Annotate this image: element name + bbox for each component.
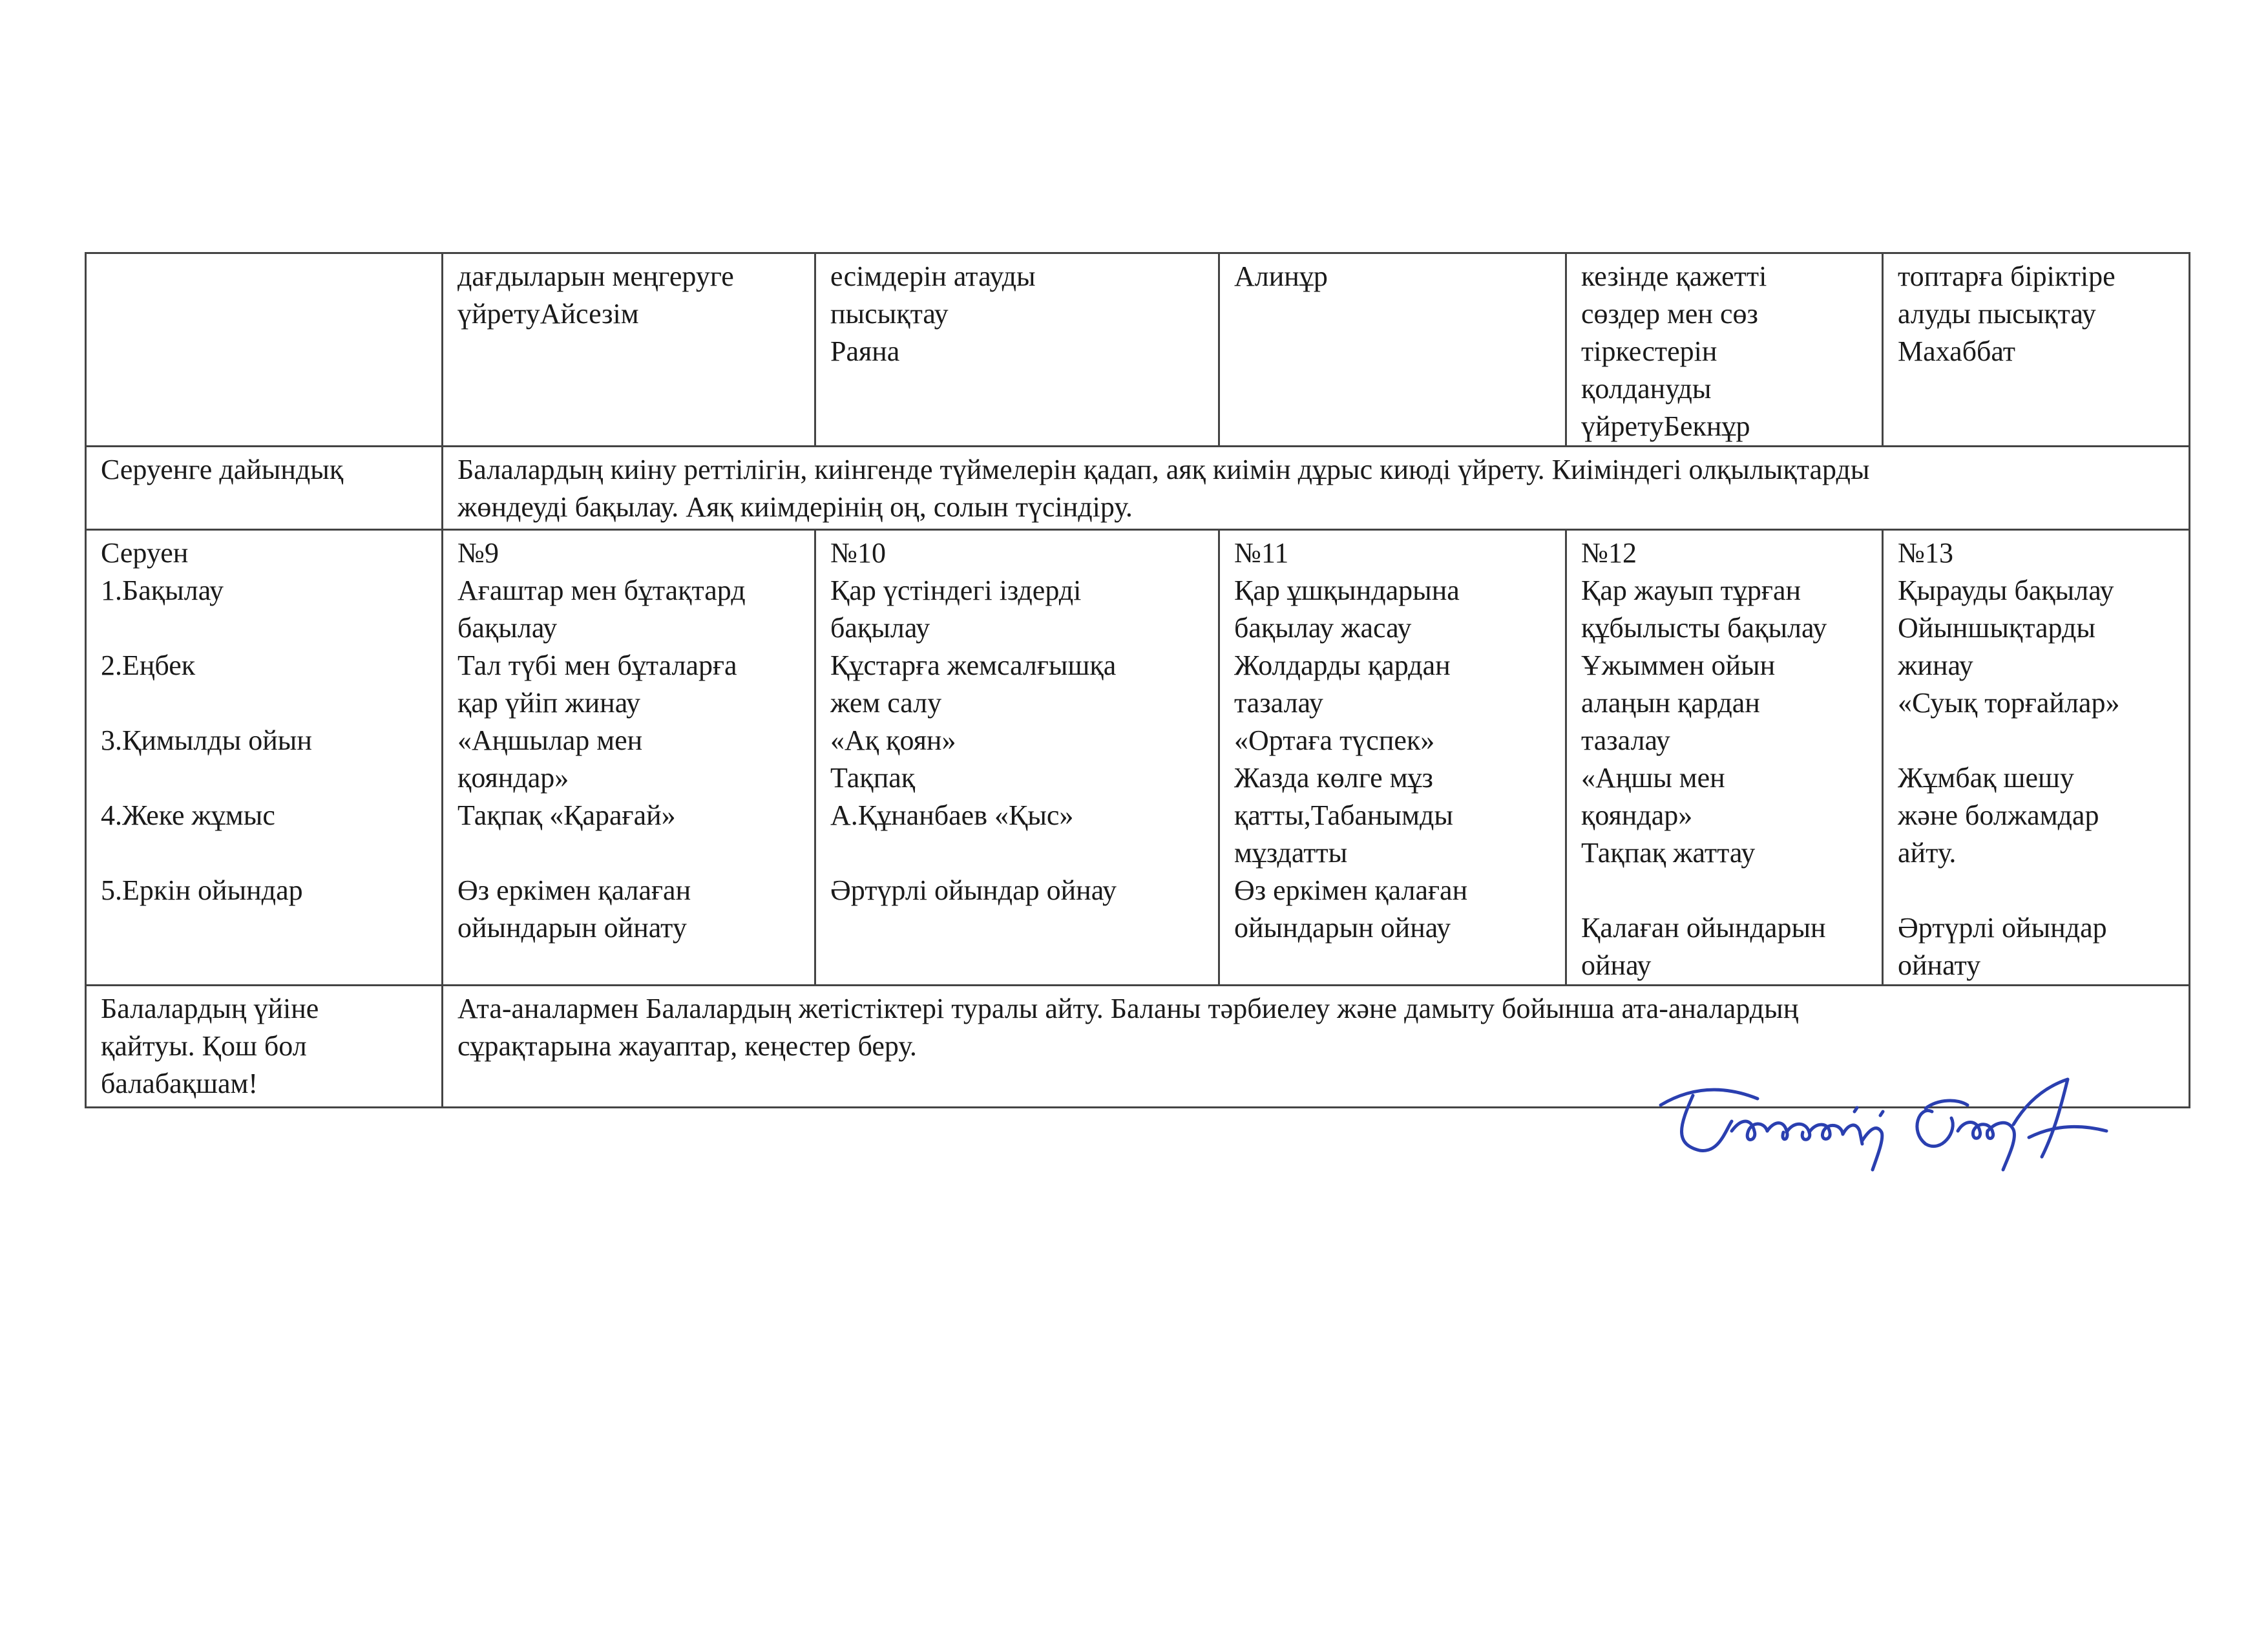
table-cell: Алинұр — [1219, 253, 1566, 447]
table-row-continuation — [86, 253, 2190, 447]
handwritten-signature — [1654, 1060, 2158, 1176]
table-cell: кезінде қажетті сөздер мен сөз тіркестерін қолдануды үйретуБекнұр — [1566, 253, 1883, 447]
table-row-walk-prep — [86, 447, 2190, 530]
table-cell: дағдыларын меңгеруге үйретуАйсезім — [443, 253, 815, 447]
merged-text-cell: Балалардың киіну реттілігін, киінгенде түймелерін қадап, аяқ киімін дұрыс киюді үйрету. Киіміндегі олқылықтарды жөндеуді бақылау. Аяқ киімдерінің оң, солын түсіндіру. — [443, 447, 2190, 530]
table-cell: топтарға біріктіре алуды пысықтау Махаббат — [1883, 253, 2190, 447]
table-cell: №13 Қырауды бақылау Ойыншықтарды жинау «Суық торғайлар» Жұмбақ шешу және болжамдар айту. Әртүрлі ойындар ойнату — [1883, 530, 2190, 986]
row-label-cell: Балалардың үйіне қайтуы. Қош бол балабақшам! — [86, 986, 443, 1108]
daily-plan-table — [85, 252, 2190, 1108]
table-cell: №11 Қар ұшқындарына бақылау жасау Жолдарды қардан тазалау «Ортаға түспек» Жазда көлге мұз қатты,Табанымды мұздатты Өз еркімен қалаған ойындарын ойнау — [1219, 530, 1566, 986]
merged-text-cell: Ата-аналармен Балалардың жетістіктері туралы айту. Баланы тәрбиелеу және дамыту бойынша ата-аналардың сұрақтарына жауаптар, кеңестер беру. — [443, 986, 2190, 1108]
table-cell: №12 Қар жауып тұрған құбылысты бақылау Ұжыммен ойын алаңын қардан тазалау «Аңшы мен қояндар» Тақпақ жаттау Қалаған ойындарын ойнау — [1566, 530, 1883, 986]
table-cell: есімдерін атауды пысықтау Раяна — [815, 253, 1219, 447]
row-label-cell: Серуен 1.Бақылау 2.Еңбек 3.Қимылды ойын 4.Жеке жұмыс 5.Еркін ойындар — [86, 530, 443, 986]
row-label-cell — [86, 253, 443, 447]
row-label-cell: Серуенге дайындық — [86, 447, 443, 530]
table-row-walk — [86, 530, 2190, 986]
table-cell: №10 Қар үстіндегі іздерді бақылау Құстарға жемсалғышқа жем салу «Ақ қоян» Тақпақ А.Құнанбаев «Қыс» Әртүрлі ойындар ойнау — [815, 530, 1219, 986]
table-cell: №9 Ағаштар мен бұтақтард бақылау Тал түбі мен бұталарға қар үйіп жинау «Аңшылар мен қояндар» Тақпақ «Қарағай» Өз еркімен қалаған ойындарын ойнату — [443, 530, 815, 986]
